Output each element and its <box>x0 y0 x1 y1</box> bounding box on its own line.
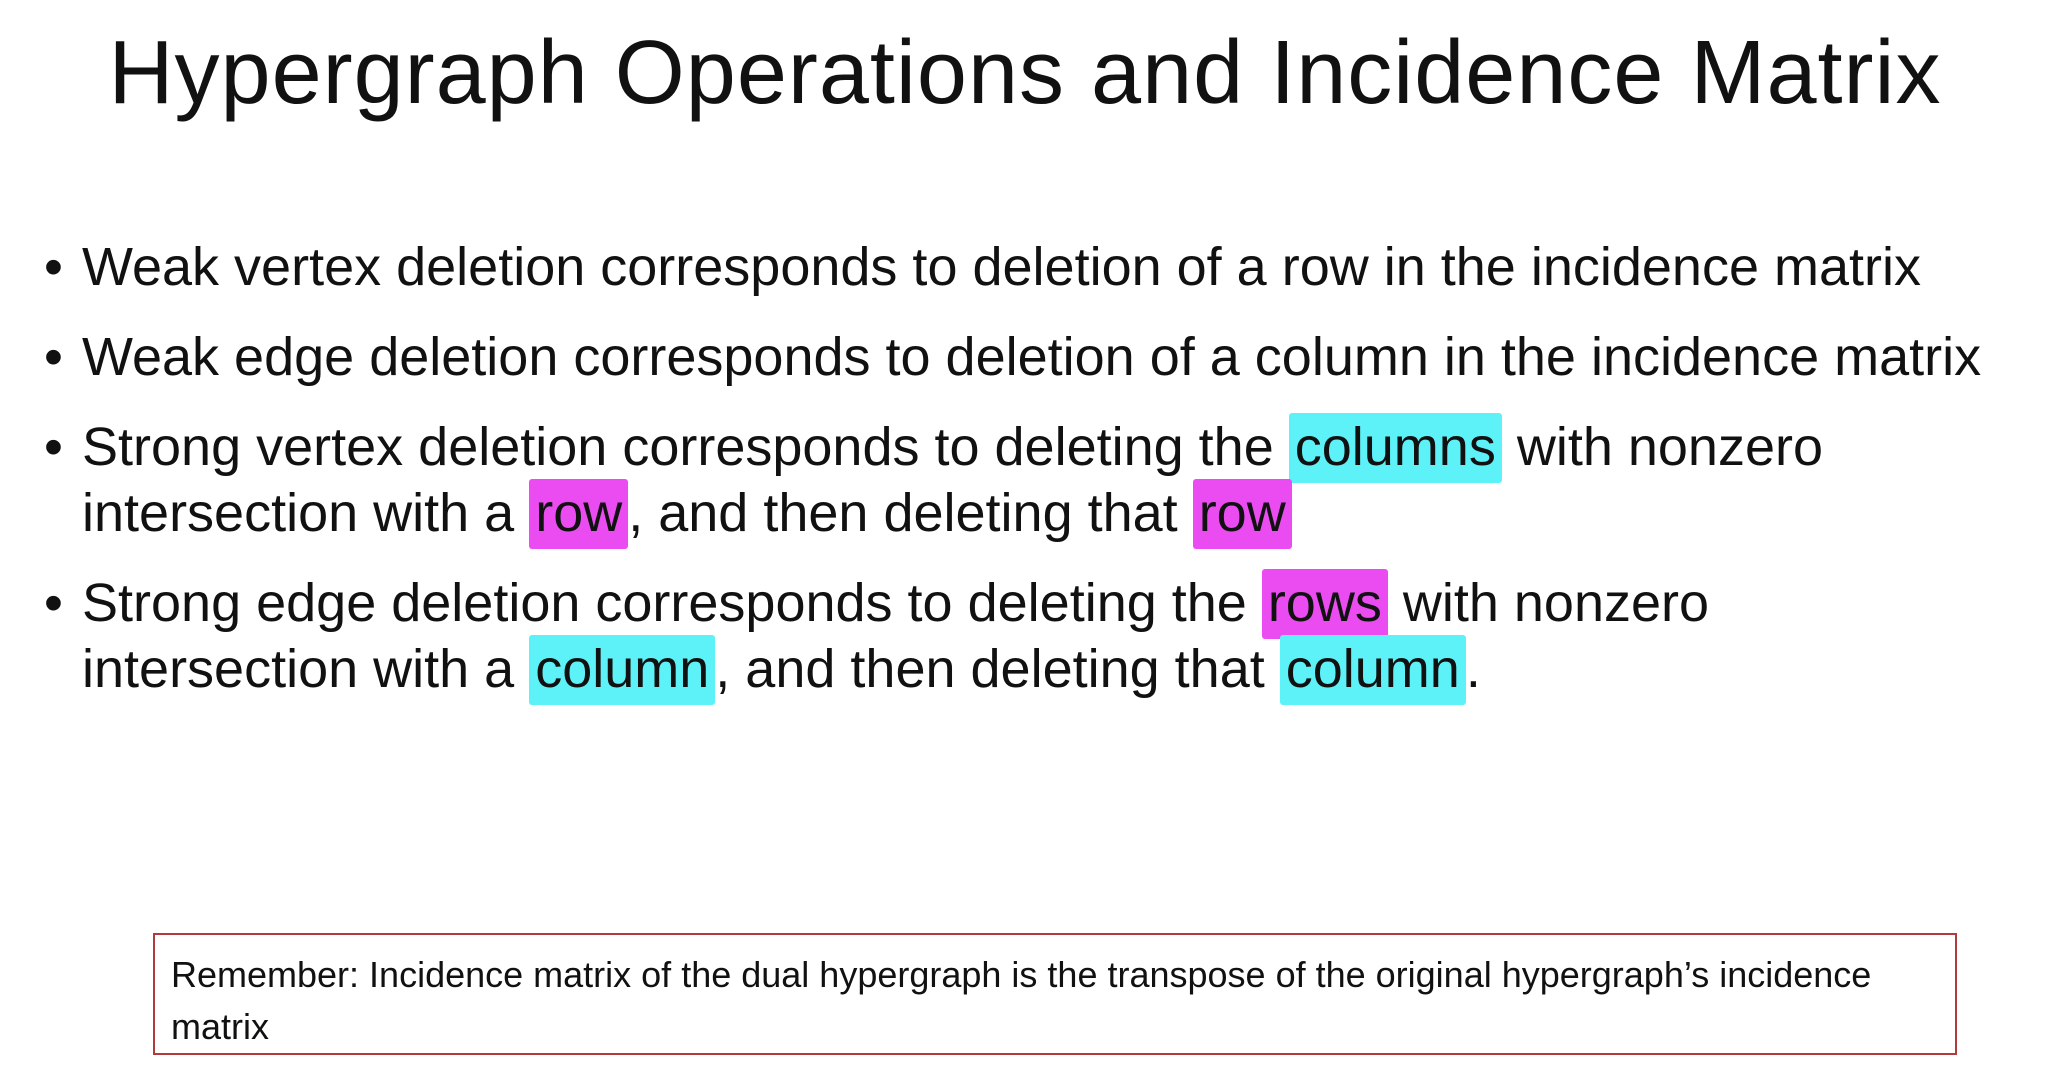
bullet-text-part: with nonzero intersection with a <box>82 417 1824 543</box>
highlight-row: row <box>529 479 628 549</box>
bullet-text-part: Strong edge deletion corresponds to deleting the <box>82 573 1262 633</box>
highlight-column: column <box>1280 635 1466 705</box>
bullet-weak-vertex-deletion <box>40 234 2000 300</box>
bullet-text-part: . <box>1465 639 1481 699</box>
bullet-text-part: Strong vertex deletion corresponds to deleting the <box>82 417 1289 477</box>
bullet-dot-icon: • <box>44 417 63 477</box>
remember-note-box <box>153 933 1957 1055</box>
slide-title: Hypergraph Operations and Incidence Matrix <box>108 23 1942 123</box>
remember-note-text: Remember: Incidence matrix of the dual hypergraph is the transpose of the original hypergraph’s incidence matrix <box>171 954 1872 1047</box>
bullet-text-part: with nonzero intersection with a <box>82 573 1710 699</box>
bullet-dot-icon: • <box>44 237 63 297</box>
highlight-rows: rows <box>1262 569 1388 639</box>
bullet-strong-vertex-deletion <box>40 414 2000 546</box>
bullet-text: Weak vertex deletion corresponds to deletion of a row in the incidence matrix <box>82 237 1921 297</box>
bullet-list <box>40 234 2000 726</box>
highlight-column: column <box>529 635 715 705</box>
bullet-dot-icon: • <box>44 327 63 387</box>
bullet-text-part: , and then deleting that <box>715 639 1280 699</box>
highlight-columns: columns <box>1289 413 1502 483</box>
highlight-row: row <box>1193 479 1292 549</box>
bullet-strong-edge-deletion <box>40 570 2000 702</box>
bullet-dot-icon: • <box>44 573 63 633</box>
bullet-text: Weak edge deletion corresponds to deletion of a column in the incidence matrix <box>82 327 1982 387</box>
bullet-text-part: , and then deleting that <box>628 483 1193 543</box>
bullet-weak-edge-deletion <box>40 324 2000 390</box>
